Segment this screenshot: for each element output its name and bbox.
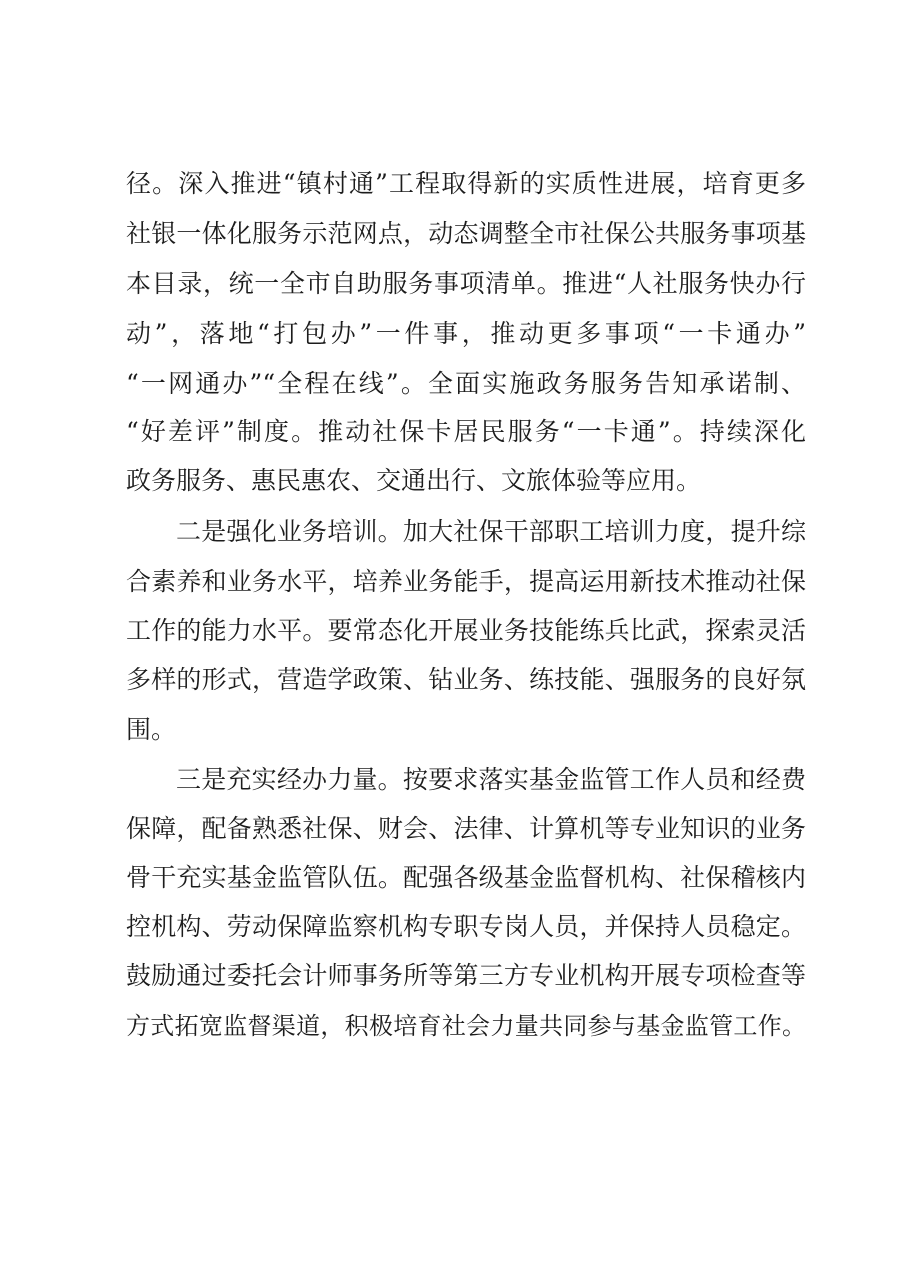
paragraph-3-line-2: 保障，配备熟悉社保、财会、法律、计算机等专业知识的业务 [126, 814, 806, 843]
paragraph-2-line-3: 工作的能力水平。要常态化开展业务技能练兵比武，探索灵活 [126, 616, 806, 645]
paragraph-1-line-2: 社银一体化服务示范网点，动态调整全市社保公共服务事项基 [126, 219, 806, 248]
paragraph-3-line-4: 控机构、劳动保障监察机构专职专岗人员，并保持人员稳定。 [126, 912, 806, 941]
paragraph-2-line-1: 二是强化业务培训。加大社保干部职工培训力度，提升综 [176, 517, 806, 546]
paragraph-1-line-4: 动”，落地“打包办”一件事，推动更多事项“一卡通办” [126, 319, 806, 348]
paragraph-3-line-5: 鼓励通过委托会计师事务所等第三方专业机构开展专项检查等 [126, 961, 806, 990]
paragraph-3-line-6: 方式拓宽监督渠道，积极培育社会力量共同参与基金监管工作。 [126, 1012, 806, 1040]
paragraph-3-line-1: 三是充实经办力量。按要求落实基金监管工作人员和经费 [176, 765, 806, 794]
paragraph-2-line-4: 多样的形式，营造学政策、钻业务、练技能、强服务的良好氛 [126, 665, 806, 694]
paragraph-1-line-5: “一网通办”“全程在线”。全面实施政务服务告知承诺制、 [126, 369, 806, 398]
paragraph-1-line-3: 本目录，统一全市自助服务事项清单。推进“人社服务快办行 [126, 269, 806, 298]
paragraph-1-line-1: 径。深入推进“镇村通”工程取得新的实质性进展，培育更多 [126, 169, 806, 198]
paragraph-2-line-5: 围。 [126, 715, 177, 744]
paragraph-1-line-6: “好差评”制度。推动社保卡居民服务“一卡通”。持续深化 [126, 417, 806, 446]
paragraph-3-line-3: 骨干充实基金监管队伍。配强各级基金监督机构、社保稽核内 [126, 863, 806, 892]
paragraph-1-line-7: 政务服务、惠民惠农、交通出行、文旅体验等应用。 [126, 466, 702, 495]
paragraph-2-line-2: 合素养和业务水平，培养业务能手，提高运用新技术推动社保 [126, 567, 806, 596]
